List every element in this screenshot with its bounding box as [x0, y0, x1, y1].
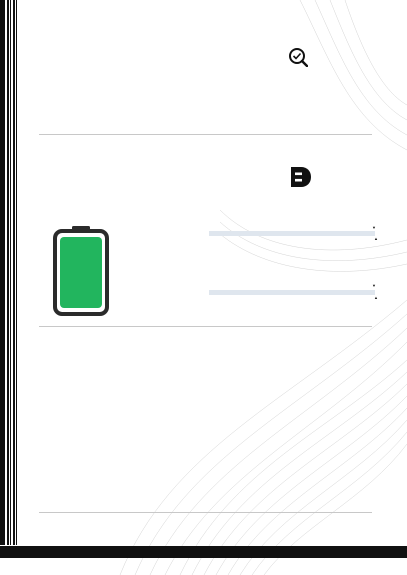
tester-logo: [290, 166, 316, 188]
din-bil-logo-icon: [290, 166, 312, 188]
footer-divider: [39, 512, 372, 513]
magnifier-check-icon: [288, 47, 308, 67]
bottom-band: [0, 546, 407, 558]
wltp-new-marker-icon: ▲: [374, 295, 378, 300]
capacity-bar: [209, 231, 375, 236]
capacity-new-marker-icon: ▲: [374, 236, 378, 241]
battery-fill: [60, 237, 102, 308]
certificate-created-row: [39, 117, 128, 123]
wltp-estimate-marker-icon: ▼: [372, 283, 376, 288]
test-issued-row: [39, 173, 117, 179]
certificate-number-row: [39, 110, 128, 116]
wltp-bar: [209, 290, 375, 295]
battery-icon: [53, 226, 109, 316]
left-edge-stripe: [0, 0, 20, 545]
capacity-estimate-marker-icon: ▼: [372, 225, 376, 230]
divider: [39, 134, 372, 135]
divider: [39, 326, 372, 327]
issuer-logo: [288, 47, 309, 67]
